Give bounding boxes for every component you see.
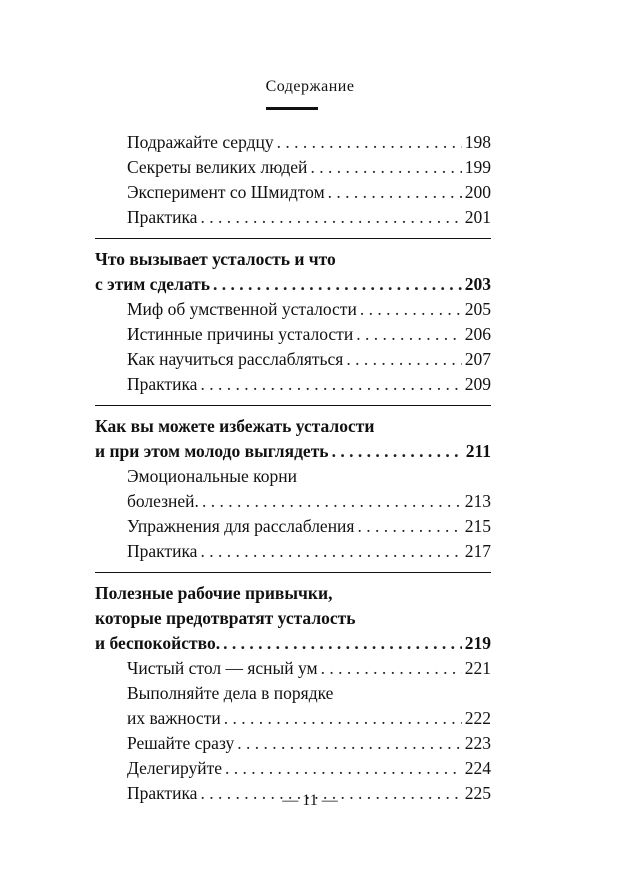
toc-entry-title: Практика: [127, 207, 198, 227]
dot-leader: [224, 706, 462, 731]
chapter-title: Как вы можете избежать усталости: [95, 416, 375, 436]
table-of-contents: [95, 130, 491, 806]
dot-leader: [277, 130, 462, 155]
header-rule: [266, 107, 318, 110]
dot-leader: [237, 731, 462, 756]
toc-entry-page: 209: [464, 374, 491, 394]
dot-leader: [357, 514, 461, 539]
toc-entry-page: 213: [464, 491, 491, 511]
toc-entry-title: их важности: [127, 708, 221, 728]
toc-entry-page: 201: [464, 207, 491, 227]
toc-entry: [95, 656, 491, 681]
toc-entry-page: 198: [464, 132, 491, 152]
toc-entry-title: Практика: [127, 541, 198, 561]
chapter-title: с этим сделать: [95, 274, 211, 294]
section-divider: [95, 405, 491, 406]
toc-entry: [95, 347, 491, 372]
chapter-page: 219: [464, 633, 491, 653]
chapter-title: Что вызывает усталость и что: [95, 249, 336, 269]
dot-leader: [213, 272, 462, 297]
toc-entry: [95, 756, 491, 781]
toc-entry-title: Эксперимент со Шмидтом: [127, 182, 325, 202]
toc-entry-title: Практика: [127, 783, 198, 803]
toc-entry-page: 206: [464, 324, 491, 344]
toc-entry-page: 217: [464, 541, 491, 561]
toc-entry: [95, 514, 491, 539]
toc-entry: [95, 539, 491, 564]
toc-entry-title: Практика: [127, 374, 198, 394]
toc-entry-page: 222: [464, 708, 491, 728]
toc-entry-title: Эмоциональные корни: [127, 466, 297, 486]
chapter-title: которые предотвратят усталость: [95, 608, 356, 628]
chapter-page: 211: [465, 441, 491, 461]
toc-entry: [95, 489, 491, 514]
toc-entry-title: Упражнения для расслабления: [127, 516, 355, 536]
toc-entry-title: Истинные причины усталости: [127, 324, 354, 344]
dot-leader: [321, 656, 462, 681]
toc-entry: [95, 130, 491, 155]
dot-leader: [360, 297, 462, 322]
toc-entry: [95, 706, 491, 731]
toc-entry-title: Делегируйте: [127, 758, 223, 778]
dot-leader: [200, 539, 461, 564]
toc-entry: [95, 464, 491, 489]
section-divider: [95, 238, 491, 239]
toc-entry: [95, 372, 491, 397]
dot-leader: [200, 205, 461, 230]
toc-entry-page: 200: [464, 182, 491, 202]
chapter-heading-line: [95, 631, 491, 656]
chapter-heading-line: [95, 581, 491, 606]
toc-entry: [95, 205, 491, 230]
toc-entry-page: 215: [464, 516, 491, 536]
chapter-heading-line: [95, 272, 491, 297]
dot-leader: [346, 347, 461, 372]
toc-entry-title: болезней.: [127, 491, 199, 511]
running-header: Содержание: [265, 78, 355, 95]
toc-entry: [95, 731, 491, 756]
chapter-title: и беспокойство.: [95, 633, 221, 653]
chapter-page: 203: [464, 274, 491, 294]
dot-leader: [200, 372, 461, 397]
chapter-heading-line: [95, 247, 491, 272]
toc-entry: [95, 155, 491, 180]
toc-entry: [95, 297, 491, 322]
toc-entry-page: 205: [464, 299, 491, 319]
toc-entry-title: Чистый стол — ясный ум: [127, 658, 318, 678]
toc-entry-title: Секреты великих людей: [127, 157, 308, 177]
chapter-title: Полезные рабочие привычки,: [95, 583, 333, 603]
toc-entry-page: 224: [464, 758, 491, 778]
toc-entry-title: Как научиться расслабляться: [127, 349, 344, 369]
toc-entry-page: 225: [464, 783, 491, 803]
dot-leader: [328, 180, 462, 205]
toc-entry-page: 207: [464, 349, 491, 369]
toc-entry: [95, 180, 491, 205]
dot-leader: [225, 756, 462, 781]
chapter-title: и при этом молодо выглядеть: [95, 441, 329, 461]
toc-entry-title: Выполняйте дела в порядке: [127, 683, 334, 703]
toc-entry-page: 223: [464, 733, 491, 753]
toc-entry: [95, 322, 491, 347]
chapter-heading-line: [95, 414, 491, 439]
toc-entry-title: Подражайте сердцу: [127, 132, 274, 152]
dot-leader: [332, 439, 463, 464]
page-number: — 11 —: [282, 792, 338, 809]
dot-leader: [356, 322, 462, 347]
toc-entry-page: 199: [464, 157, 491, 177]
dot-leader: [310, 155, 461, 180]
dot-leader: [202, 489, 462, 514]
toc-entry-title: Миф об умственной усталости: [127, 299, 357, 319]
toc-entry-page: 221: [464, 658, 491, 678]
toc-entry: [95, 681, 491, 706]
toc-entry-title: Решайте сразу: [127, 733, 235, 753]
dot-leader: [223, 631, 462, 656]
chapter-heading-line: [95, 439, 491, 464]
section-divider: [95, 572, 491, 573]
chapter-heading-line: [95, 606, 491, 631]
